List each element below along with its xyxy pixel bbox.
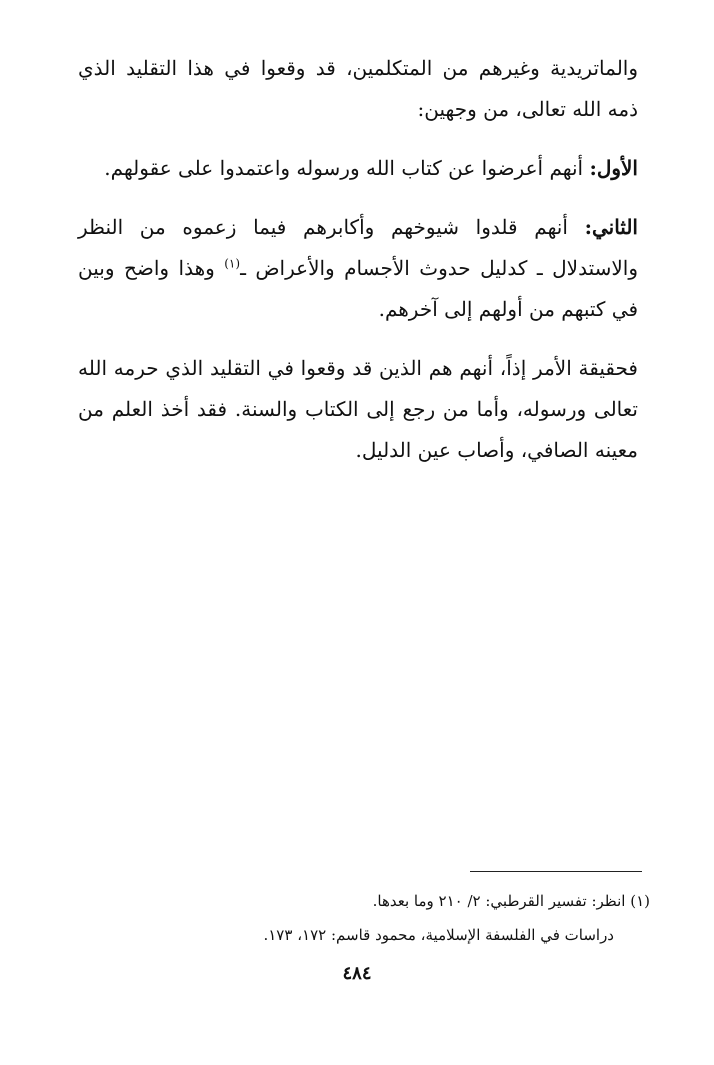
main-text xyxy=(78,48,638,471)
second-point-text-a: أنهم قلدوا شيوخهم وأكابرهم فيما زعموه من النظر والاستدلال ـ كدليل حدوث الأجسام والأعراض ـ xyxy=(78,215,638,280)
first-point-heading: الأول: xyxy=(589,156,638,180)
page-number: ٤٨٤ xyxy=(342,963,372,984)
footnote-1: (١) انظر: تفسير القرطبي: ٢/ ٢١٠ وما بعدها. xyxy=(372,892,650,910)
paragraph-second-point xyxy=(78,207,638,330)
paragraph-conclusion-text: فحقيقة الأمر إذاً، أنهم هم الذين قد وقعوا في التقليد الذي حرمه الله تعالى ورسوله، وأما من رجع إلى الكتاب والسنة. فقد أخذ العلم من معينه الصافي، وأصاب عين الدليل. xyxy=(78,356,638,462)
second-point-text-b: وهذا واضح وبين في كتبهم من أولهم إلى آخرهم. xyxy=(78,256,638,321)
footnotes xyxy=(70,884,650,952)
footnote-divider xyxy=(470,871,642,872)
footnote-1-continuation: دراسات في الفلسفة الإسلامية، محمود قاسم: ١٧٢، ١٧٣. xyxy=(263,926,614,944)
paragraph-intro xyxy=(78,48,638,130)
paragraph-intro-text: والماتريدية وغيرهم من المتكلمين، قد وقعوا في هذا التقليد الذي ذمه الله تعالى، من وجهين: xyxy=(78,56,638,121)
paragraph-conclusion xyxy=(78,348,638,471)
paragraph-first-point xyxy=(78,148,638,189)
second-point-heading: الثاني: xyxy=(584,215,638,239)
footnote-marker: (١) xyxy=(224,256,241,271)
first-point-text: أنهم أعرضوا عن كتاب الله ورسوله واعتمدوا على عقولهم. xyxy=(104,156,590,180)
